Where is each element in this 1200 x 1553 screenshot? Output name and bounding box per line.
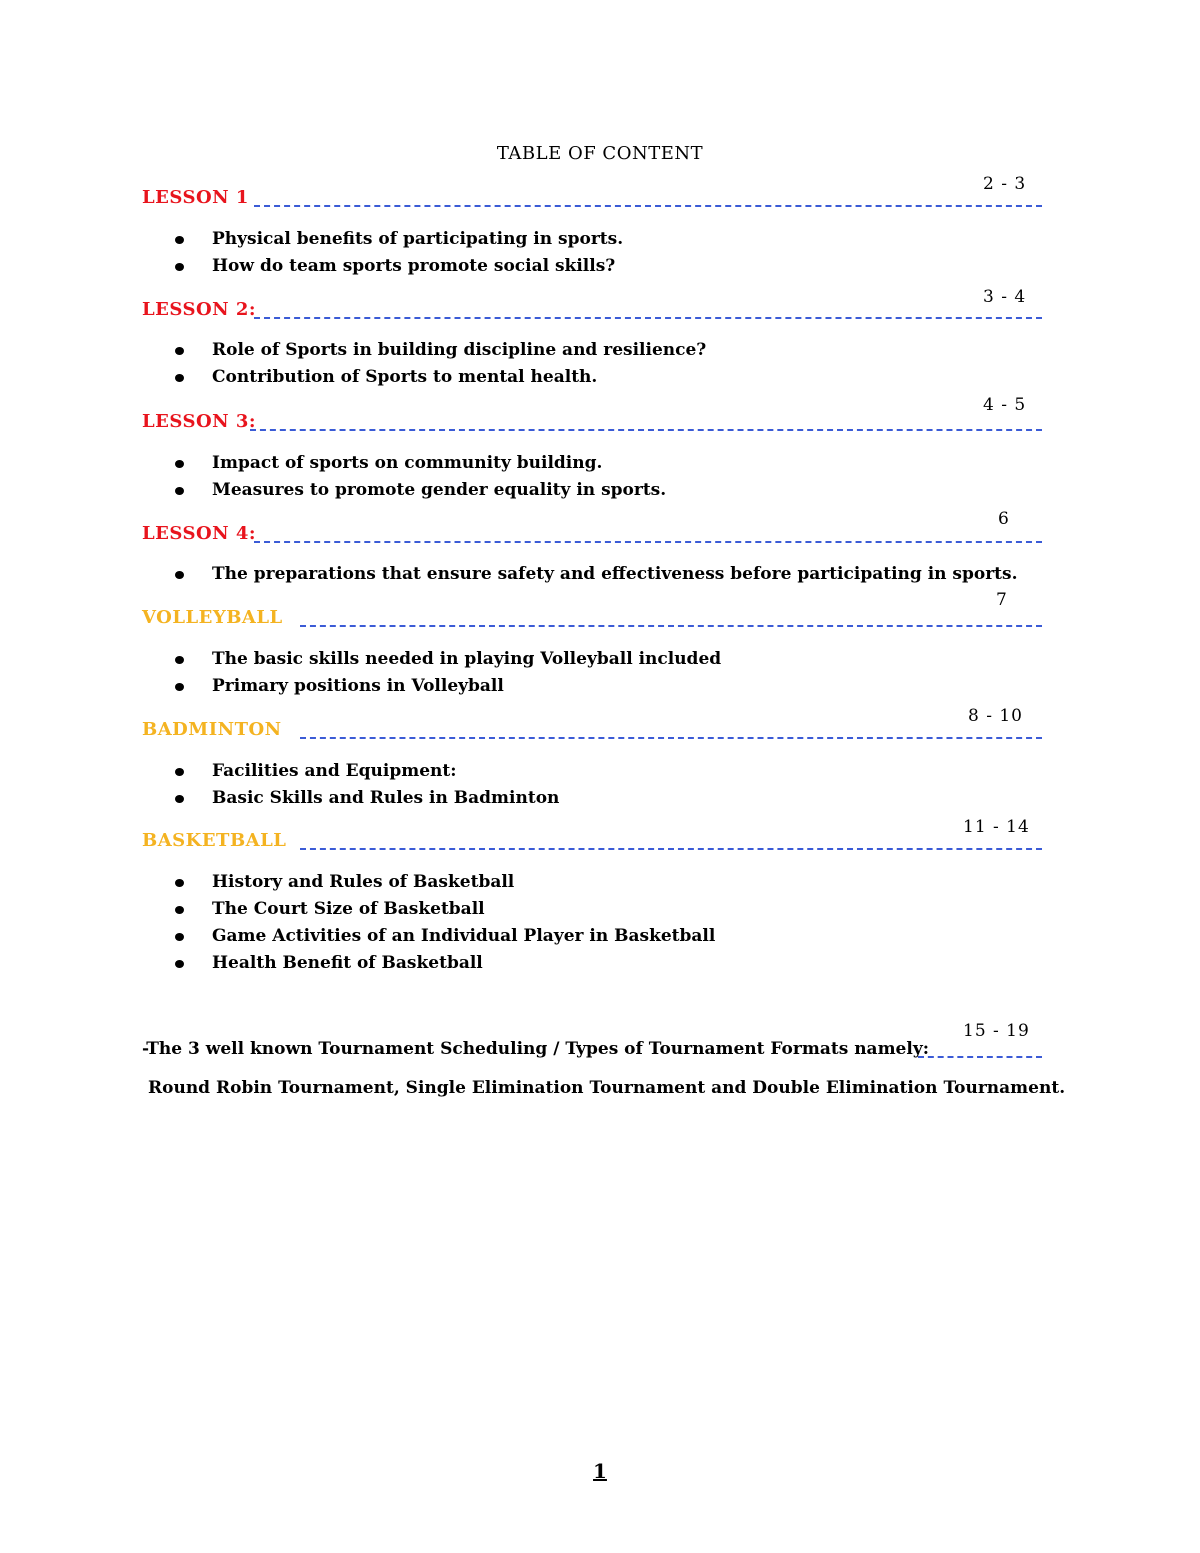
- section-6-label: BADMINTON: [142, 719, 282, 740]
- section-7-leader: [300, 848, 1042, 850]
- section-5-pages: 7: [996, 590, 1008, 610]
- list-item: Measures to promote gender equality in sports.: [172, 477, 666, 504]
- section-5-label: VOLLEYBALL: [142, 607, 283, 628]
- bullet-icon: [175, 683, 184, 691]
- section-7-pages: 11 - 14: [963, 817, 1030, 837]
- section-5-list: [172, 646, 721, 700]
- tournament-entry[interactable]: [142, 1035, 1042, 1061]
- section-3-label: LESSON 3:: [142, 411, 257, 432]
- section-2-list: [172, 337, 706, 391]
- bullet-icon: [175, 347, 184, 355]
- section-3-list: [172, 450, 666, 504]
- bullet-icon: [175, 768, 184, 776]
- list-item: Impact of sports on community building.: [172, 450, 666, 477]
- bullet-icon: [175, 656, 184, 664]
- section-4-leader: [254, 541, 1042, 543]
- section-3-pages: 4 - 5: [983, 395, 1027, 415]
- section-3-heading[interactable]: [142, 408, 1042, 434]
- list-item: The preparations that ensure safety and effectiveness before participating in sports.: [172, 561, 1018, 588]
- list-item: Health Benefit of Basketball: [172, 950, 715, 977]
- list-item: Physical benefits of participating in sports.: [172, 226, 623, 253]
- section-2-heading[interactable]: [142, 296, 1042, 322]
- section-7-list: [172, 869, 715, 977]
- section-1-list: [172, 226, 623, 280]
- section-4-heading[interactable]: [142, 520, 1042, 546]
- section-3-leader: [250, 429, 1042, 431]
- tournament-summary: Round Robin Tournament, Single Elimination Tournament and Double Elimination Tournament.: [148, 1078, 1066, 1098]
- section-2-pages: 3 - 4: [983, 287, 1027, 307]
- section-1-leader: [254, 205, 1042, 207]
- section-1-label: LESSON 1: [142, 187, 249, 208]
- tournament-leader: [918, 1056, 1042, 1058]
- list-item: Basic Skills and Rules in Badminton: [172, 785, 559, 812]
- section-7-heading[interactable]: [142, 827, 1042, 853]
- bullet-icon: [175, 374, 184, 382]
- section-4-pages: 6: [998, 509, 1010, 529]
- list-item: The Court Size of Basketball: [172, 896, 715, 923]
- page-title: TABLE OF CONTENT: [496, 143, 704, 164]
- list-item: Role of Sports in building discipline and resilience?: [172, 337, 706, 364]
- section-1-pages: 2 - 3: [983, 174, 1027, 194]
- section-2-leader: [254, 317, 1042, 319]
- list-item: How do team sports promote social skills?: [172, 253, 623, 280]
- list-item: Facilities and Equipment:: [172, 758, 559, 785]
- bullet-icon: [175, 236, 184, 244]
- page-number: 1: [593, 1459, 607, 1483]
- list-item: Contribution of Sports to mental health.: [172, 364, 706, 391]
- section-2-label: LESSON 2:: [142, 299, 257, 320]
- bullet-icon: [175, 795, 184, 803]
- section-1-heading[interactable]: [142, 184, 1042, 210]
- list-item: Game Activities of an Individual Player in Basketball: [172, 923, 715, 950]
- bullet-icon: [175, 263, 184, 271]
- list-item: The basic skills needed in playing Volleyball included: [172, 646, 721, 673]
- list-item: History and Rules of Basketball: [172, 869, 715, 896]
- bullet-icon: [175, 460, 184, 468]
- bullet-icon: [175, 933, 184, 941]
- tournament-text: -The 3 well known Tournament Scheduling / Types of Tournament Formats namely:: [142, 1039, 929, 1059]
- bullet-icon: [175, 906, 184, 914]
- tournament-pages: 15 - 19: [963, 1021, 1030, 1041]
- section-5-leader: [300, 625, 1042, 627]
- section-4-list: [172, 561, 1018, 588]
- bullet-icon: [175, 960, 184, 968]
- section-6-leader: [300, 737, 1042, 739]
- list-item: Primary positions in Volleyball: [172, 673, 721, 700]
- section-5-heading[interactable]: [142, 604, 1042, 630]
- bullet-icon: [175, 571, 184, 579]
- section-6-heading[interactable]: [142, 716, 1042, 742]
- section-6-pages: 8 - 10: [968, 706, 1023, 726]
- bullet-icon: [175, 487, 184, 495]
- section-7-label: BASKETBALL: [142, 830, 287, 851]
- section-6-list: [172, 758, 559, 812]
- section-4-label: LESSON 4:: [142, 523, 257, 544]
- bullet-icon: [175, 879, 184, 887]
